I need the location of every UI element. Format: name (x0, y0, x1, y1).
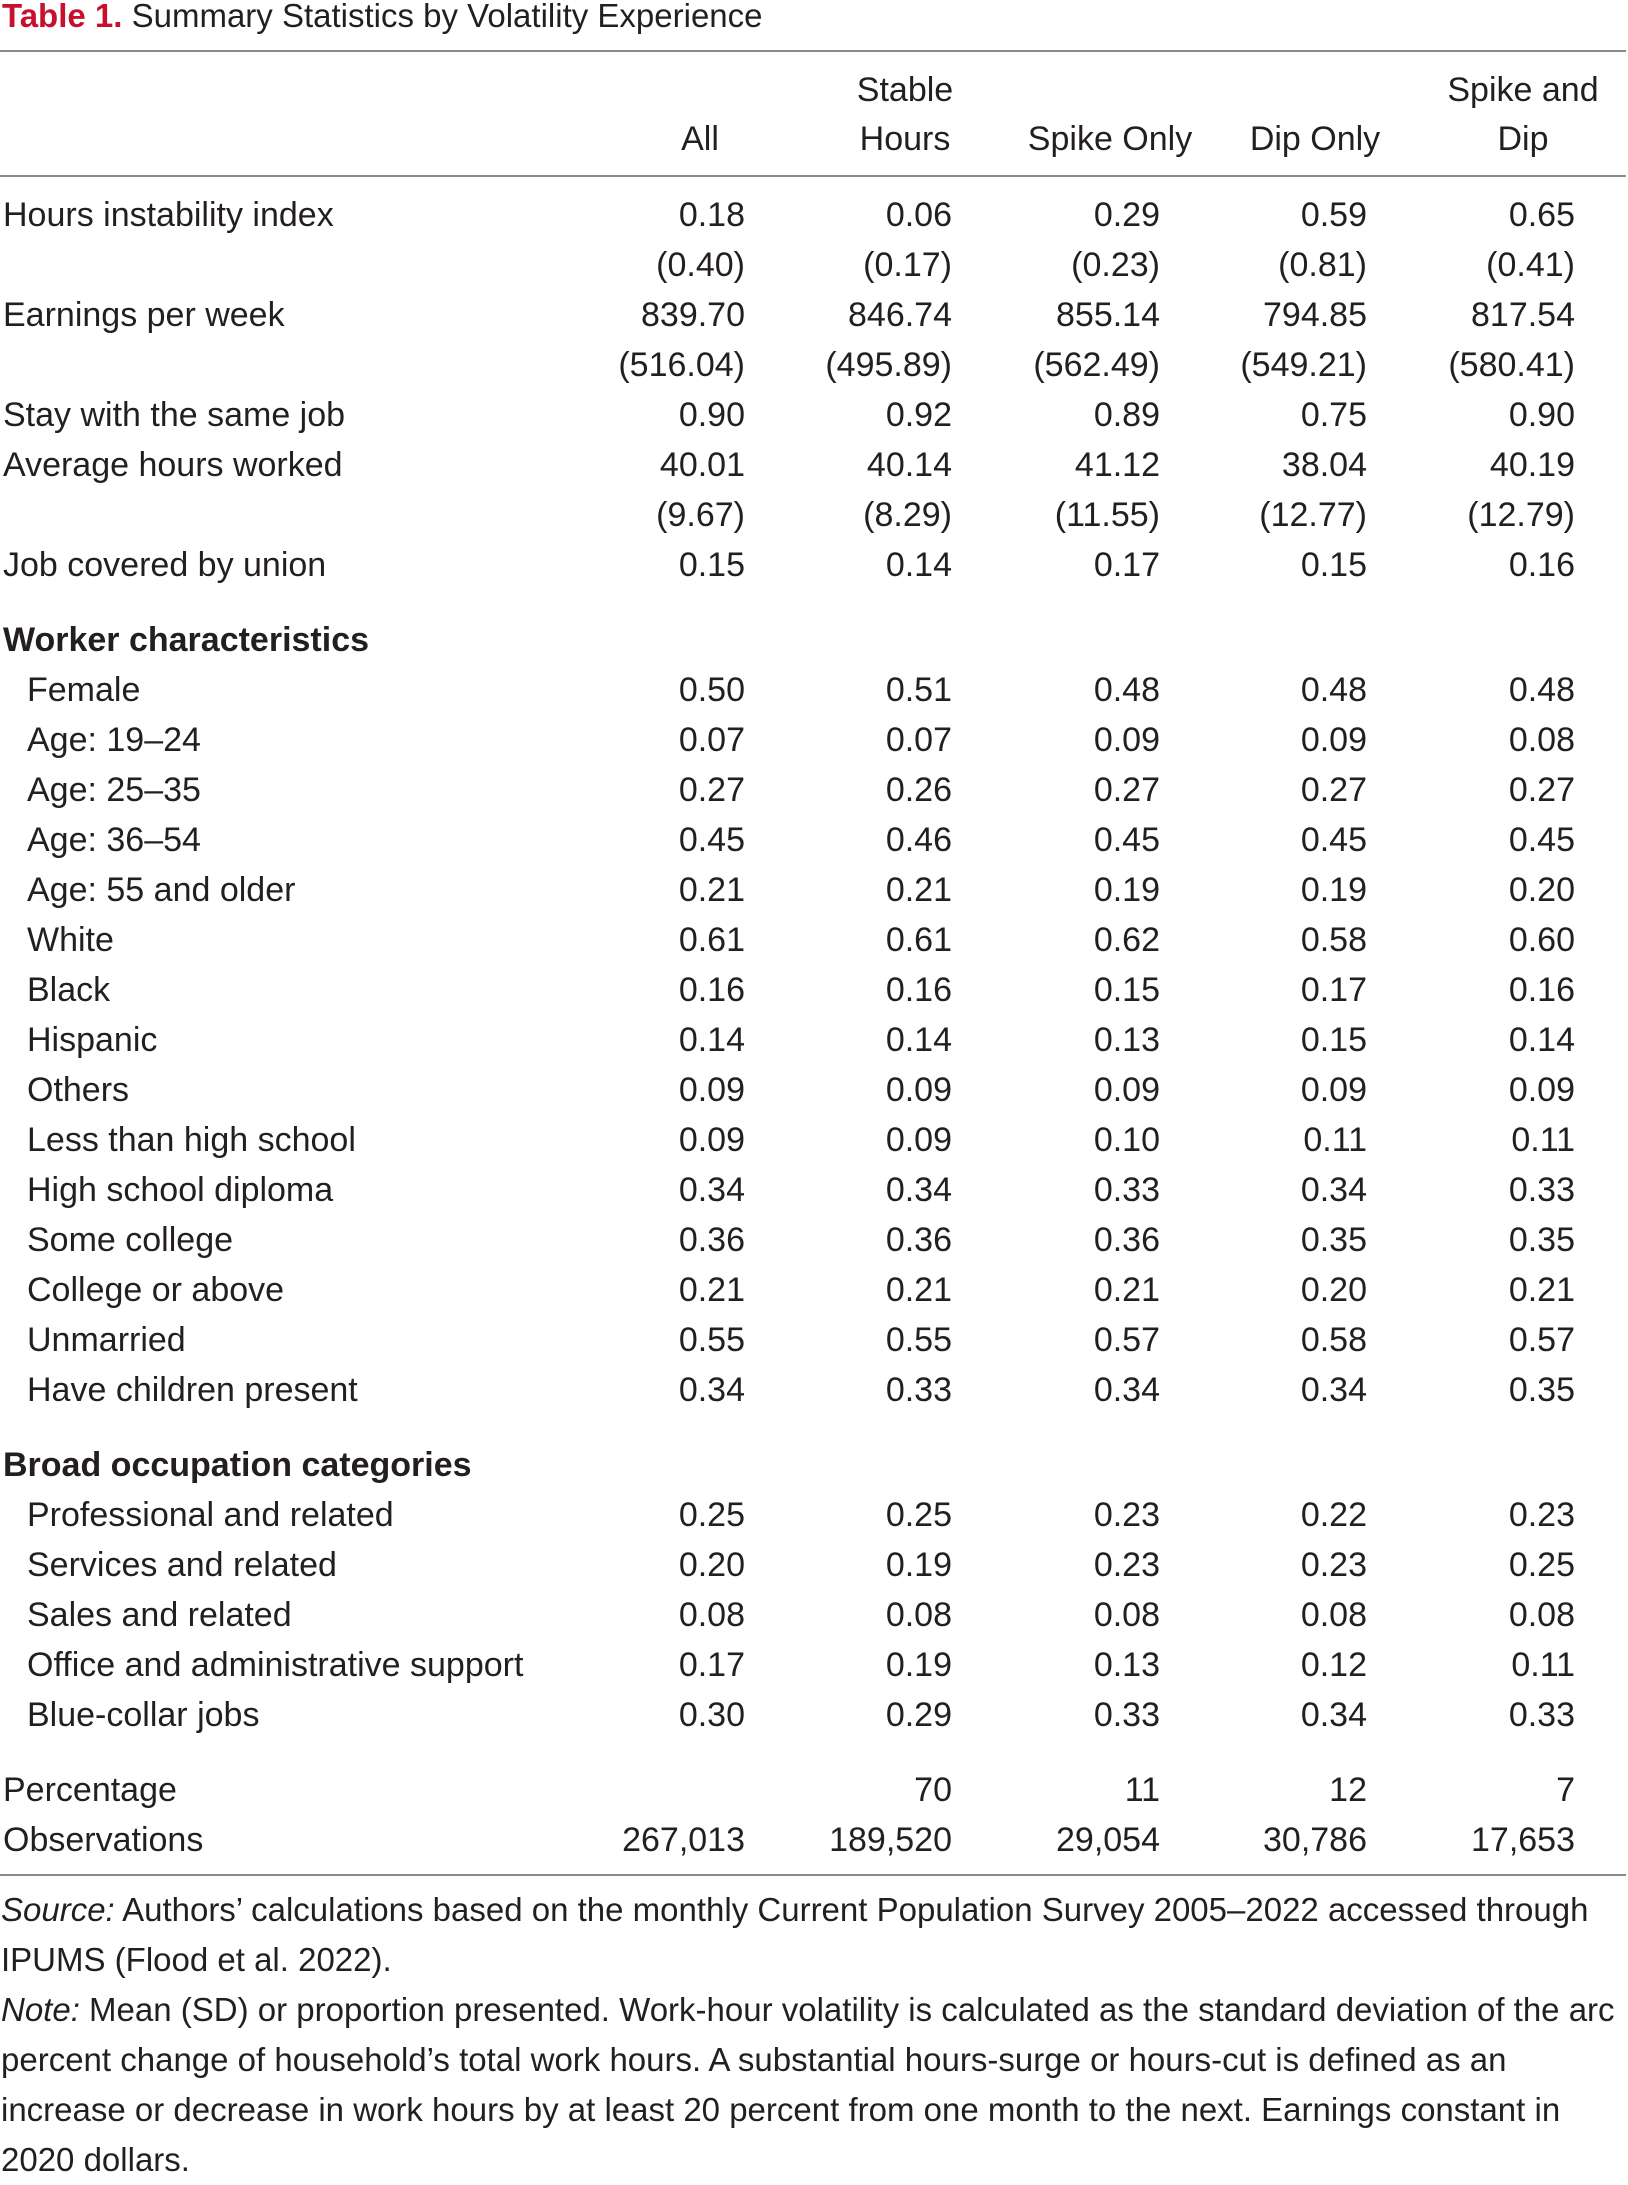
table-notes (1, 1885, 1621, 2185)
table-cell: 0.90 (1508, 396, 1575, 434)
table-cell: 0.21 (678, 871, 745, 909)
table-cell: (495.89) (825, 346, 952, 384)
table-cell: 0.09 (678, 1121, 745, 1159)
row-label: Services and related (27, 1546, 337, 1584)
row-label: Have children present (27, 1371, 358, 1409)
column-header-line2: Dip Only (1249, 120, 1381, 158)
table-cell: 0.29 (885, 1696, 952, 1734)
table-cell: (562.49) (1033, 346, 1160, 384)
column-header-line1 (1210, 65, 1420, 115)
table-cell: 0.17 (1093, 546, 1160, 584)
row-label: Age: 36–54 (27, 821, 201, 859)
table-cell: 0.58 (1300, 1321, 1367, 1359)
table-cell: 0.19 (1300, 871, 1367, 909)
table-cell: 0.17 (1300, 971, 1367, 1009)
table-cell: 0.09 (678, 1071, 745, 1109)
table-cell: (0.41) (1486, 246, 1575, 284)
table-cell: 0.35 (1300, 1221, 1367, 1259)
table-cell: 855.14 (1056, 296, 1160, 334)
table-cell: 0.14 (885, 546, 952, 584)
note-label: Note: (1, 1991, 80, 2028)
table-cell: 7 (1556, 1771, 1575, 1809)
table-cell: 0.45 (678, 821, 745, 859)
table-cell: 30,786 (1263, 1821, 1367, 1859)
table-cell: 0.27 (1508, 771, 1575, 809)
table-cell: 0.75 (1300, 396, 1367, 434)
table-cell: 0.45 (1093, 821, 1160, 859)
row-label: Stay with the same job (3, 396, 346, 434)
row-label: Female (27, 671, 141, 709)
table-cell: 40.19 (1489, 446, 1575, 484)
table-cell: 0.23 (1508, 1496, 1575, 1534)
table-cell: 0.92 (885, 396, 952, 434)
table-cell: 0.57 (1093, 1321, 1160, 1359)
table-cell: 0.09 (885, 1121, 952, 1159)
table-cell: 0.34 (678, 1171, 745, 1209)
table-cell: 0.14 (1508, 1021, 1575, 1059)
column-header-line1 (595, 65, 805, 115)
table-cell: 0.09 (1093, 1071, 1160, 1109)
table-cell: 0.20 (1300, 1271, 1367, 1309)
table-cell: 0.15 (678, 546, 745, 584)
row-label: Black (27, 971, 111, 1009)
table-cell: 0.16 (1508, 546, 1575, 584)
table-cell: 0.07 (885, 721, 952, 759)
table-cell: (0.40) (656, 246, 745, 284)
table-cell: 0.23 (1300, 1546, 1367, 1584)
table-cell: 0.08 (1508, 1596, 1575, 1634)
table-cell: 0.08 (1508, 721, 1575, 759)
column-header-line2: Dip (1497, 120, 1549, 158)
table-cell: 0.16 (678, 971, 745, 1009)
table-cell: 0.30 (678, 1696, 745, 1734)
table-cell: 0.17 (678, 1646, 745, 1684)
table-cell: 0.61 (885, 921, 952, 959)
table-cell: 0.33 (885, 1371, 952, 1409)
table-cell: 0.48 (1093, 671, 1160, 709)
table-cell: (0.23) (1071, 246, 1160, 284)
table-cell: 0.21 (1093, 1271, 1160, 1309)
table-cell: 267,013 (622, 1821, 745, 1859)
row-label: Job covered by union (3, 546, 327, 584)
bottom-rule (0, 1874, 1626, 1876)
top-rule (0, 50, 1626, 52)
section-heading: Worker characteristics (3, 621, 370, 659)
table-cell: 0.27 (678, 771, 745, 809)
table-cell: 0.34 (678, 1371, 745, 1409)
table-cell: 0.34 (1300, 1171, 1367, 1209)
table-cell: 839.70 (641, 296, 745, 334)
row-label: Sales and related (27, 1596, 292, 1634)
table-cell: 0.11 (1511, 1646, 1575, 1684)
table-cell: 0.13 (1093, 1021, 1160, 1059)
note-text: Mean (SD) or proportion presented. Work-hour volatility is calculated as the standard deviation of the arc percent change of household’s total work hours. A substantial hours-surge or hours-cut is defined as an increase or decrease in work hours by at least 20 percent from one month to the next. Earnings constant in 2020 dollars. (1, 1991, 1615, 2178)
table-cell: 0.08 (1093, 1596, 1160, 1634)
row-label: Hours instability index (3, 196, 334, 234)
table-cell (525, 1765, 745, 1815)
table-cell: 38.04 (1281, 446, 1367, 484)
table-cell: (12.77) (1259, 496, 1367, 534)
table-cell: 0.15 (1300, 1021, 1367, 1059)
row-label: Hispanic (27, 1021, 158, 1059)
table-number: Table 1. (2, 0, 123, 34)
table-cell: 0.27 (1300, 771, 1367, 809)
row-label: Some college (27, 1221, 234, 1259)
table-cell: 0.09 (1508, 1071, 1575, 1109)
table-cell: 0.48 (1508, 671, 1575, 709)
row-label: Office and administrative support (27, 1646, 524, 1684)
table-cell: 0.08 (885, 1596, 952, 1634)
table-cell: 0.25 (1508, 1546, 1575, 1584)
table-cell: 794.85 (1263, 296, 1367, 334)
row-label: Percentage (3, 1771, 177, 1809)
table-cell: 0.06 (885, 196, 952, 234)
table-cell: 0.19 (885, 1546, 952, 1584)
general-note (1, 1985, 1621, 2185)
table-cell: (580.41) (1448, 346, 1575, 384)
table-cell: 0.22 (1300, 1496, 1367, 1534)
table-cell: 0.25 (678, 1496, 745, 1534)
table-cell: 0.16 (1508, 971, 1575, 1009)
column-header-line2: Spike Only (1027, 120, 1193, 158)
table-cell: 0.08 (1300, 1596, 1367, 1634)
table-cell: (0.81) (1278, 246, 1367, 284)
table-cell: 0.59 (1300, 196, 1367, 234)
source-note (1, 1885, 1621, 1985)
table-cell: 40.01 (659, 446, 745, 484)
column-header-line1: Stable (856, 71, 954, 109)
table-cell: 0.16 (885, 971, 952, 1009)
table-cell: 0.34 (885, 1171, 952, 1209)
table-cell: 0.23 (1093, 1546, 1160, 1584)
source-label: Source: (1, 1891, 115, 1928)
table-cell: 0.89 (1093, 396, 1160, 434)
table-cell: 11 (1124, 1771, 1160, 1809)
row-label: Unmarried (27, 1321, 186, 1359)
table-cell: 0.55 (678, 1321, 745, 1359)
table-cell: 0.58 (1300, 921, 1367, 959)
table-cell: 0.21 (678, 1271, 745, 1309)
row-label: Blue-collar jobs (27, 1696, 260, 1734)
column-header-line1 (1005, 65, 1215, 115)
table-cell: 0.14 (885, 1021, 952, 1059)
table-cell: 0.08 (678, 1596, 745, 1634)
table-cell: 0.50 (678, 671, 745, 709)
table-cell: 0.90 (678, 396, 745, 434)
table-cell: 0.34 (1300, 1696, 1367, 1734)
table-cell: 0.36 (678, 1221, 745, 1259)
column-header-line2: Hours (859, 120, 951, 158)
table-cell: 0.34 (1093, 1371, 1160, 1409)
table-cell: 0.36 (1093, 1221, 1160, 1259)
table-cell: 846.74 (848, 296, 952, 334)
table-cell: (549.21) (1240, 346, 1367, 384)
table-cell: 0.19 (885, 1646, 952, 1684)
column-header-line2: All (681, 120, 719, 158)
table-cell: (12.79) (1467, 496, 1575, 534)
table-cell: (0.17) (863, 246, 952, 284)
table-cell: 0.10 (1093, 1121, 1160, 1159)
table-cell: 0.45 (1508, 821, 1575, 859)
table-cell: 0.21 (1508, 1271, 1575, 1309)
table-cell: 0.09 (1300, 721, 1367, 759)
table-cell: 0.60 (1508, 921, 1575, 959)
table-cell: 0.65 (1508, 196, 1575, 234)
row-label: Age: 55 and older (27, 871, 296, 909)
table-cell: 189,520 (829, 1821, 952, 1859)
table-cell: 0.33 (1093, 1696, 1160, 1734)
table-cell: 0.34 (1300, 1371, 1367, 1409)
table-cell: 0.11 (1303, 1121, 1367, 1159)
table-cell: 0.21 (885, 871, 952, 909)
table-title (2, 0, 763, 32)
table-cell: 0.21 (885, 1271, 952, 1309)
table-cell: 0.33 (1508, 1696, 1575, 1734)
table-cell: (9.67) (656, 496, 745, 534)
table-cell: 0.09 (1300, 1071, 1367, 1109)
table-cell: 0.18 (678, 196, 745, 234)
table-cell: 0.55 (885, 1321, 952, 1359)
table-cell: (11.55) (1054, 496, 1160, 534)
table-cell: 0.20 (678, 1546, 745, 1584)
table-cell: 17,653 (1471, 1821, 1575, 1859)
table-cell: 12 (1329, 1771, 1367, 1809)
table-cell: 817.54 (1471, 296, 1575, 334)
table-cell: 0.61 (678, 921, 745, 959)
table-cell: 70 (914, 1771, 952, 1809)
table-cell: 0.33 (1508, 1171, 1575, 1209)
table-cell: 0.07 (678, 721, 745, 759)
table-cell: 40.14 (866, 446, 952, 484)
table-cell: 0.45 (1300, 821, 1367, 859)
table-cell: 0.33 (1093, 1171, 1160, 1209)
table-cell: 0.23 (1093, 1496, 1160, 1534)
source-text: Authors’ calculations based on the monthly Current Population Survey 2005–2022 accessed through IPUMS (Flood et al. 2022). (1, 1891, 1589, 1978)
table-cell: 41.12 (1074, 446, 1160, 484)
row-label: Age: 25–35 (27, 771, 201, 809)
row-label: Professional and related (27, 1496, 394, 1534)
row-label: Earnings per week (3, 296, 285, 334)
table-cell: 0.15 (1093, 971, 1160, 1009)
table-cell: 0.27 (1093, 771, 1160, 809)
row-label: Average hours worked (3, 446, 343, 484)
table-cell: 0.26 (885, 771, 952, 809)
table-cell: 0.15 (1300, 546, 1367, 584)
table-cell: 0.20 (1508, 871, 1575, 909)
row-label: Others (27, 1071, 130, 1109)
column-header-line1: Spike and (1447, 71, 1599, 109)
table-cell: 0.13 (1093, 1646, 1160, 1684)
row-label: College or above (27, 1271, 285, 1309)
row-label: Less than high school (27, 1121, 356, 1159)
row-label: White (27, 921, 114, 959)
table-cell: (516.04) (618, 346, 745, 384)
table-cell: 0.46 (885, 821, 952, 859)
table-cell: 0.09 (1093, 721, 1160, 759)
table-cell: 0.14 (678, 1021, 745, 1059)
table-cell: 29,054 (1056, 1821, 1160, 1859)
row-label: High school diploma (27, 1171, 334, 1209)
table-cell: 0.57 (1508, 1321, 1575, 1359)
table-cell: 0.48 (1300, 671, 1367, 709)
row-label: Age: 19–24 (27, 721, 201, 759)
header-rule (0, 175, 1626, 177)
section-heading: Broad occupation categories (3, 1446, 472, 1484)
table-cell: 0.25 (885, 1496, 952, 1534)
table-cell: 0.62 (1093, 921, 1160, 959)
table-cell: 0.29 (1093, 196, 1160, 234)
table-cell: 0.11 (1511, 1121, 1575, 1159)
table-cell: 0.35 (1508, 1221, 1575, 1259)
table-cell: 0.12 (1300, 1646, 1367, 1684)
table-cell: 0.36 (885, 1221, 952, 1259)
table-cell: (8.29) (863, 496, 952, 534)
table-caption: Summary Statistics by Volatility Experience (122, 0, 763, 34)
table-cell: 0.09 (885, 1071, 952, 1109)
table-cell: 0.19 (1093, 871, 1160, 909)
row-label: Observations (3, 1821, 204, 1859)
table-cell: 0.35 (1508, 1371, 1575, 1409)
table-cell: 0.51 (885, 671, 952, 709)
